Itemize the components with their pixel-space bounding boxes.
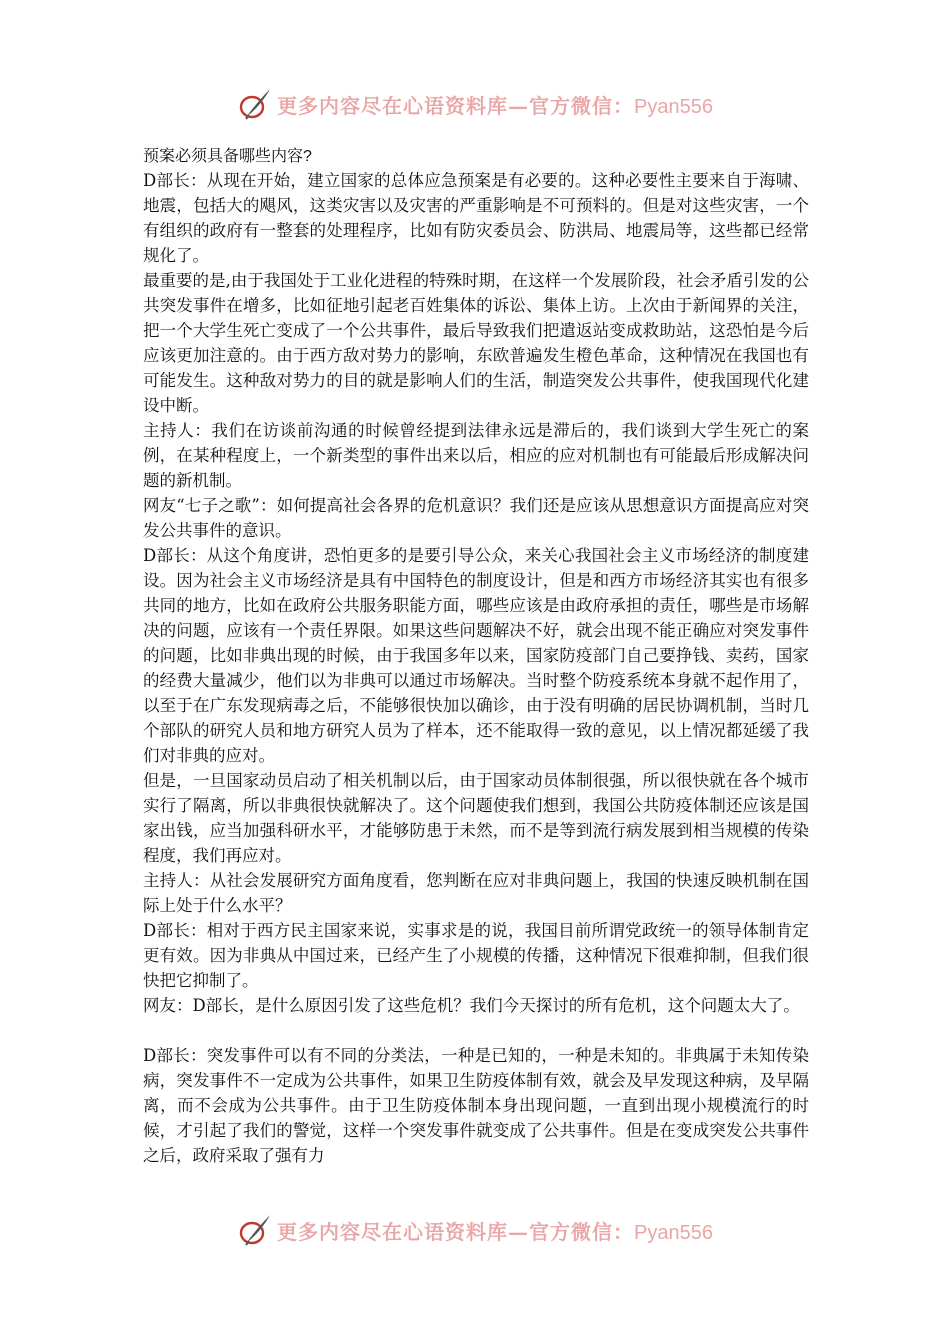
watermark-footer (0, 1210, 950, 1250)
quill-logo-icon (237, 1212, 273, 1248)
paragraph: 主持人：从社会发展研究方面角度看，您判断在应对非典问题上，我国的快速反映机制在国际上处于什么水平？ (143, 871, 809, 915)
document-body (143, 146, 809, 1168)
paragraph: D部长：从这个角度讲，恐怕更多的是要引导公众，来关心我国社会主义市场经济的制度建设。因为社会主义市场经济是具有中国特色的制度设计，但是和西方市场经济其实也有很多共同的地方，比如在政府公共服务职能方面，哪些应该是由政府承担的责任，哪些是市场解决的问题，应该有一个责任界限。如果这些问题解决不好，就会出现不能正确应对突发事件的问题，比如非典出现的时候，由于我国多年以来，国家防疫部门自己要挣钱、卖药，国家的经费大量减少，他们以为非典可以通过市场解决。当时整个防疫系统本身就不起作用了，以至于在广东发现病毒之后，不能够很快加以确诊，由于没有明确的居民协调机制，当时几个部队的研究人员和地方研究人员为了样本，还不能取得一致的意见，以上情况都延缓了我们对非典的应对。 (143, 546, 809, 765)
wechat-id: Pyan556 (634, 95, 713, 118)
wechat-id: Pyan556 (634, 1221, 713, 1244)
paragraph: D部长：相对于西方民主国家来说，实事求是的说，我国目前所谓党政统一的领导体制肯定更有效。因为非典从中国过来，已经产生了小规模的传播，这种情况下很难抑制，但我们很快把它抑制了。 (143, 921, 809, 990)
watermark-text: 更多内容尽在心语资料库—官方微信：Pyan556 (277, 93, 713, 118)
watermark-header (0, 84, 950, 124)
paragraph: 最重要的是,由于我国处于工业化进程的特殊时期，在这样一个发展阶段，社会矛盾引发的公共突发事件在增多，比如征地引起老百姓集体的诉讼、集体上访。上次由于新闻界的关注，把一个大学生死亡变成了一个公共事件，最后导致我们把遣返站变成救助站，这恐怕是今后应该更加注意的。由于西方敌对势力的影响，东欧普遍发生橙色革命，这种情况在我国也有可能发生。这种敌对势力的目的就是影响人们的生活，制造突发公共事件，使我国现代化建设中断。 (143, 271, 809, 415)
watermark-text: 更多内容尽在心语资料库—官方微信：Pyan556 (277, 1219, 713, 1244)
paragraph: 主持人：我们在访谈前沟通的时候曾经提到法律永远是滞后的，我们谈到大学生死亡的案例，在某种程度上，一个新类型的事件出来以后，相应的应对机制也有可能最后形成解决问题的新机制。 (143, 421, 809, 490)
quill-logo-icon (237, 86, 273, 122)
section-heading: 预案必须具备哪些内容? (143, 148, 312, 165)
paragraph: 网友：D部长，是什么原因引发了这些危机？我们今天探讨的所有危机，这个问题太大了。 (143, 996, 800, 1015)
paragraph: 网友“七子之歌”：如何提高社会各界的危机意识？我们还是应该从思想意识方面提高应对突发公共事件的意识。 (143, 496, 809, 540)
paragraph: D部长：突发事件可以有不同的分类法，一种是已知的，一种是未知的。非典属于未知传染病，突发事件不一定成为公共事件，如果卫生防疫体制有效，就会及早发现这种病，及早隔离，而不会成为公共事件。由于卫生防疫体制本身出现问题，一直到出现小规模流行的时候，才引起了我们的警觉，这样一个突发事件就变成了公共事件。但是在变成突发公共事件之后，政府采取了强有力 (143, 1046, 809, 1165)
paragraph: 但是，一旦国家动员启动了相关机制以后，由于国家动员体制很强，所以很快就在各个城市实行了隔离，所以非典很快就解决了。这个问题使我们想到，我国公共防疫体制还应该是国家出钱，应当加强科研水平，才能够防患于未然，而不是等到流行病发展到相当规模的传染程度，我们再应对。 (143, 771, 809, 865)
paragraph: D部长：从现在开始，建立国家的总体应急预案是有必要的。这种必要性主要来自于海啸、地震，包括大的飓风，这类灾害以及灾害的严重影响是不可预料的。但是对这些灾害，一个有组织的政府有一整套的处理程序，比如有防灾委员会、防洪局、地震局等，这些都已经常规化了。 (143, 171, 809, 265)
